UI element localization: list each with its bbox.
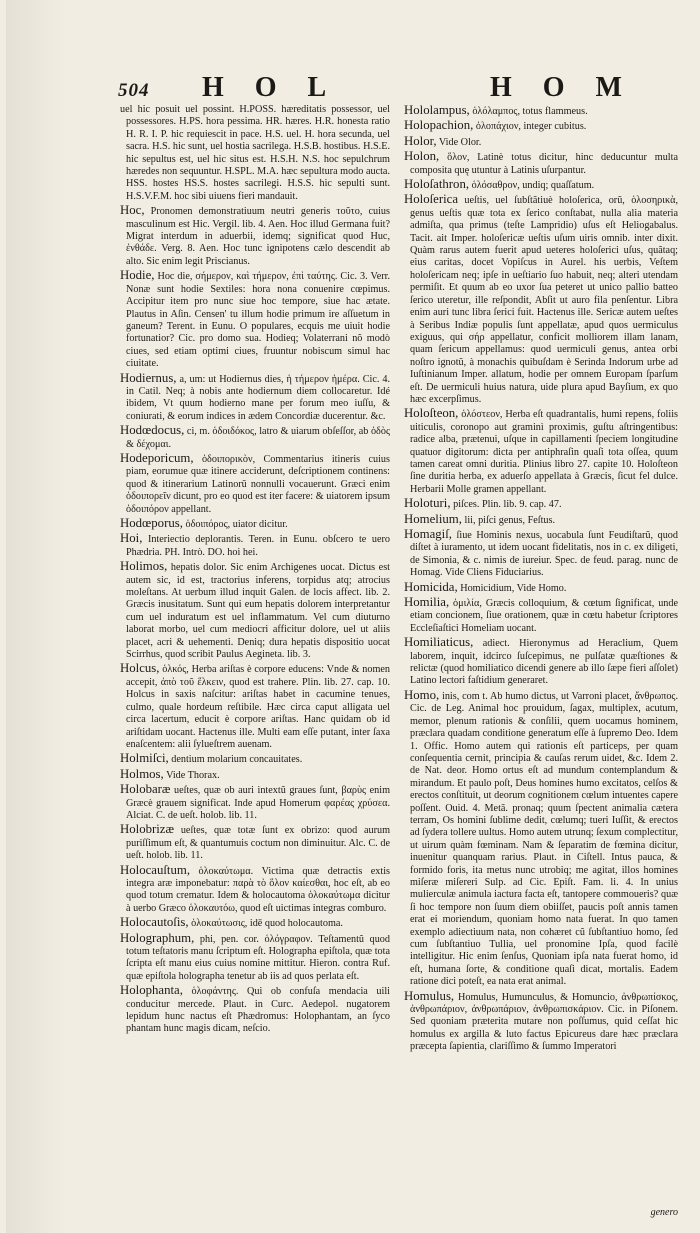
entry-text: ci, m. ὁδοιδόκος, latro & uiarum obſeſſor, ab ὁδὸς & δέχομαι. <box>126 426 390 450</box>
dictionary-entry <box>402 135 678 149</box>
entry-text: ὁλόσαθρον, undiq; quaſſatum. <box>469 180 595 192</box>
dictionary-entry <box>402 990 678 1054</box>
entry-headword: Holobrizæ <box>120 822 175 837</box>
dictionary-entry <box>118 932 390 984</box>
entry-headword: Hodie, <box>120 268 155 283</box>
entry-text: ὁδοιπορικὸν, Commentarius itineris cuius piam, eorumue quæ itinere acciderunt, deſcriptionem continens: quod & itinerarium Latinorũ nonnulli vocauerunt. Græci enim ὁδοιπορεῖν dicunt, pro eo quod est iter facere: & uiatorem ipsum ὁδοιπόρον appellant. <box>126 453 390 515</box>
dictionary-entry <box>402 119 678 133</box>
dictionary-entry <box>118 864 390 916</box>
entry-headword: Homulus, <box>404 988 455 1003</box>
dictionary-entry <box>118 916 390 930</box>
entry-text: hepatis dolor. Sic enim Archigenes uocat. Dictus est autem sic, id est, tractorius inferens, torpidus atq; atrocius moleſtans. At uerbum illud inquit Galen. de locis affect. lib. 2. Græcis inusitatum. Sunt qui eum hepatis dolorem interpretantur cum uel induratum est uel inflammatum. Vel cum diuturno laborat morbo, uel cum mediocri afficitur dolore, uel ut aliis placet, acri & uehementi. Deniq; dura hepatis dispositio uocat Scirrhus, quod scribit Paulus Aegineta. lib. 3. <box>126 562 390 661</box>
dictionary-entry <box>118 452 390 516</box>
left-column <box>118 104 390 1037</box>
entry-headword: Homicida, <box>404 579 458 594</box>
entry-headword: Holimos, <box>120 559 168 574</box>
entry-text: lii, piſci genus, Feſtus. <box>461 514 556 526</box>
dictionary-entry <box>402 689 678 989</box>
entry-text: uel hic posuit uel possint. H.POSS. hæreditatis possessor, uel possessores. H.PS. hora pessima. HR. hæres. H.R. honesta ratio H. R. I. P. hic requiescit in pace. H.S. uel. H. hora secunda, uel sacra. H.S. hic sunt, uel hostia sacrilega. H.S.B. hostibus. H.S.E. hic sepultus est, uel hic situs est. H.S.H. N.S. hoc sepulchrum hæredes non sequuntur. H.SPL. M.A. hæc sepultura modo aucta. HSS. hostes HS.S. hostes sacrilegi. H.S.S. hic sepulti sunt. H.S.V.F.M. hoc sibi uiuens fieri mandauit. <box>120 104 390 202</box>
entry-text: adiect. Hieronymus ad Heraclium, Quem laborem, inquit, idcirco ſuſcepimus, ne pulſatæ quæſtiones & relictæ (quod homiliatico dicendi genere ab illo ſæpe fieri aſſolet) Latino lectori faſtidium generaret. <box>410 638 678 687</box>
entry-text: ὁμιλία, Græcis colloquium, & cœtum ſignificat, unde etiam concionem, ſiue orationem, quæ in cœtu habetur ſcriptores Eccleſiaſtici Homeliam uocant. <box>410 598 678 634</box>
entry-text: ueſtis, uel ſubſtãtiuè holoſerica, orũ, ὁλοσηρικὰ, genus ueſtis quæ tota ex ſerico conſtabat, nulla alia materia admiſta, qua primus (teſte Lampridio) uſus eſt Heliogabalus. Tacit. ait Imper. holoſericæ ueſtis uſum uiris omnib. inter dixit. Quàm rarus autem fuerit apud ueteres holoſerici uſus, quãtaq; eius caritas, docet Vopiſcus in Aurel. his uerbis, Veſtem holoſericam neq; ipſe in ueſtiario ſuo habuit, neq; alteri utendam permiſit. Et quum ab eo uxor ſua peteret ut unico pallio batteo ſerico uteretur, ille reſpondit, Abſit ut auro fila penſentur. Libra enim auri tunc libra ſerici fuit. Hactenus ille. Sericæ autem ueſtes à Seribus Indiæ populis ſunt appellatæ, apud quos uermiculus exiguus, qui σήρ appellatur, conficit molliorem illam lanam, quam ſericum appellamus: quod uermiculi genus, antea orbi noſtro ignotũ, à monachis quibuſdam è Serinda Indorum urbe ad Iuſtinianum Imper. allatum, hodie per omnem Europam ſparſum eſt. De uermiculi huius natura, uide plura apud Bayſium, ex quo hæc excerpſimus. <box>410 195 678 405</box>
entry-headword: Hoi, <box>120 531 143 546</box>
entry-headword: Homelium, <box>404 511 462 526</box>
entry-text: ὁλοκαύτωσις, idē quod holocautoma. <box>188 918 343 930</box>
running-head-left: H O L <box>202 72 339 103</box>
dictionary-entry <box>118 104 390 203</box>
dictionary-entry <box>118 560 390 661</box>
dictionary-entry <box>402 178 678 192</box>
catchword: genero <box>650 1207 678 1218</box>
dictionary-entry <box>402 528 678 580</box>
entry-text: phi, pen. cor. ὁλόγραφον. Teſtamentũ quod totum teſtatoris manu ſcriptum eſt. Holographa epiſtola, quæ tota ſcripta eſt manu eius cuius nomine mittitur. Hieron. contra Ruf. quæ epiſtola holographa tenetur ab iis ad quos perlata eſt. <box>126 933 390 982</box>
entry-text: ſiue Hominis nexus, uocabula ſunt Feudiſtarũ, quod diſtet à iuramento, ut idem uocant fidelitatis, nos in c. ex diligeti, de Simonia, & c. nimis de iureiur. Spec. de feud. parag. nunc de Homag. Vide Cliens Fiduciarius. <box>410 530 678 579</box>
entry-headword: Holophanta, <box>120 983 183 998</box>
entry-text: piſces. Plin. lib. 9. cap. 47. <box>450 499 562 511</box>
dictionary-entry <box>118 204 390 268</box>
entry-text: ὁλόστεον, Herba eſt quadrantalis, humi repens, foliis uiticulis, coronopo aut graminì proximis, guſtu aſtringentibus: radice alba, prætenui, uſque in capillamenti ſpeciem longitudine quatuor digitorum: dicta per antiphraſin quaſi tota oſſea, quum tamen careat omni duritia. Plinius libro 27. capite 10. Holoſteon ſine duritia herba, ex aduerſo appellata à Græcis, ſicut fel dulce. Herbarii Molle gramen appellant. <box>410 409 678 495</box>
dictionary-entry <box>402 636 678 688</box>
entry-headword: Hodœporus, <box>120 516 183 530</box>
entry-headword: Holmos, <box>120 766 164 781</box>
entry-headword: Holon, <box>404 149 440 164</box>
dictionary-entry <box>402 581 678 595</box>
entry-text: ὁλοκαύτωμα. Victima quæ detractis extis integra aræ imponebatur: παρὰ τὸ ὅλον καίεσθαι, hoc eſt, ab eo quod totum crematur. Idem & holocautoma ὁλοκαύτωμα dicitur à uerbo Græco ὁλοκαυτόω, quod eſt uictimas integras comburo. <box>126 865 390 914</box>
entry-text: Pronomen demonstratiuum neutri generis τοῦτο, cuius masculinum est Hic. Vergil. lib. 4. Aen. Hoc illud Germana fuit? Migrat interdum in aduerbii, idemq; significat quod Huc, ἐνθάδε. Verg. 8. Aen. Hoc tunc ignipotens cælo descendit ab alto. Sic enim legit Priscianus. <box>126 206 390 267</box>
dictionary-entry <box>118 424 390 451</box>
entry-headword: Hodœdocus, <box>120 423 185 438</box>
entry-text: inis, com t. Ab humo dictus, ut Varroni placet, ἄνθρωπος. Cic. de Leg. Animal hoc prouidum, ſagax, multiplex, acutum, memor, plenum rationis & conſilii, quem uocamus hominem, præclara quadam conditione generatum eſſe à ſupremo Deo. Idem 1. Offic. Homo autem qui rationis eſt particeps, per quam conſequentia cernit, principia & cauſas rerum uidet, &c. Idem 2. de Nat. deor. Homo ortus eſt ad mundum contemplandum & mirandum. Et paulo poſt, Deus homines humo excitatos, celſos & erectos conſtituit, ut deorum cognitionem cœlum intuentes capere poſſent. Ouid. 4. Metã. pronaq; quum ſpectent animalia cætera terram, Os homini ſublime dedit, cœlumq; tueri Iuſſit, & erectos ad ſydera tollere uultus. Homo autem utrunq; ſexum complectitur, ut uirum quàm fœminam. Nam & ſeparatim de fœmina dicitur, inuenitur quanquam rarius. Plaut. in Ciſtell. Intus pauca, & formido foris, ita metus nunc utrobiq; me agitat, illos homines miſeræ miſereri Sulp. ad Cic. Epiſt. Fam. li. 4. In unius mulierculæ animula iactura facta eſt, tantopere commoueris? quæ ſi hoc tempore non ſuum diem obiiſſet, paucis poſt annis tamen erat ei moriendum, quoniam homo nata fuerat. In quo tamen exemplo adiectiuum nata, non cohæret cũ ſubſtantiuo homo, ſed cum ſubſtantiuo Tullia, uel pronomine Ipſa, quod facilè intelligitur. Hic enim ſenſus, Quoniam ipſa nata fuerat homo, id eſt, humana ſorte, & conditione quaſi dicat, mortalis. Eadem ratione dici poteſt, ea nata erat animal. <box>410 690 678 988</box>
entry-headword: Holographum, <box>120 930 195 945</box>
entry-headword: Holopachion, <box>404 118 474 133</box>
entry-headword: Hodiernus, <box>120 370 177 385</box>
entry-headword: Holoſteon, <box>404 406 459 421</box>
entry-headword: Holoſathron, <box>404 177 470 192</box>
entry-text: ueſtes, quæ totæ ſunt ex obrizo: quod aurum puriſſimum eſt, & quantumuis coctum non diminuitur. Alc. C. de ueſt. holob. lib. 11. <box>126 825 390 862</box>
dictionary-entry <box>402 596 678 635</box>
dictionary-entry <box>118 372 390 424</box>
running-head-right: H O M <box>490 72 634 103</box>
page-number: 504 <box>118 80 150 101</box>
entry-headword: Hololampus, <box>404 103 470 117</box>
right-column <box>402 104 678 1055</box>
page-gutter-shadow <box>6 0 66 1233</box>
entry-text: ueſtes, quæ ob auri intextũ graues ſunt, βαρὺς enim Græcè grauem significat. Inde apud Homerum φαρέας χρύσεα. Alciat. C. de ueſt. holob. lib. 11. <box>126 785 390 821</box>
entry-text: dentium molarium concauitates. <box>168 754 303 766</box>
entry-headword: Hodeporicum, <box>120 450 194 465</box>
entry-headword: Holcus, <box>120 661 160 676</box>
entry-headword: Holor, <box>404 133 437 148</box>
entry-text: Homicidium, Vide Homo. <box>457 582 567 594</box>
dictionary-entry <box>402 513 678 527</box>
dictionary-entry <box>118 517 390 531</box>
dictionary-entry <box>402 497 678 511</box>
entry-text: ὁλκός, Herba ariſtas è corpore educens: Vnde & nomen accepit, ἀπὸ τοῦ ἕλκειν, quod est trahere. Plin. lib. 27. cap. 10. Holcus in saxis naſcitur: ariſtas habet in cacumine tenues, culmo, quale hordeum reſtibile. Hæc circa caput alligata uel circa lacertum, educit è corpore ariſtas. Hanc quidam ob id ariſtidam uocant. Hactenus ille. Multi eam eſſe putant, inter ſaxa enaſcentem: alii ſylueſtrem auenam. <box>126 664 390 750</box>
entry-text: ὁλοπάχιον, integer cubitus. <box>473 121 587 133</box>
entry-headword: Holocautoſis, <box>120 915 189 930</box>
dictionary-entry <box>118 269 390 370</box>
entry-headword: Holoturi, <box>404 496 451 511</box>
entry-text: Hoc die, σήμερον, καὶ τήμερον, ἐπὶ ταύτης. Cic. 3. Verr. Nonæ sunt hodie Sextiles: hora nona conuenire cœpimus. Accipitur item pro nunc siue hoc tempore, siue hac ætate. Plautus in Aſin. Censen' tu illum hodie primum ire aſſuetum in ganeum? Terent. in Eunu. O populares, ecquis me uiuit hodie fortunatior? Cic. pro domo sua. Hodieq; Volaterrani nõ modò ciues, sed etiam optimi ciues, fruuntur nobiscum simul hac ciuitate. <box>126 271 390 370</box>
entry-text: ὁλοφάντης. Qui ob confuſa mendacia uili conducitur mercede. Plaut. in Curc. Aedepol. nugatorem lepidum hunc nactus eſt Phædromus: Holophantam, an ſyco phantam hunc magis dicam, neſcio. <box>126 986 390 1035</box>
dictionary-entry <box>118 532 390 559</box>
entry-headword: Holobaræ <box>120 782 171 797</box>
entry-text: Vide Olor. <box>436 136 482 148</box>
entry-headword: Homilia, <box>404 595 450 610</box>
page-header <box>118 72 678 102</box>
entry-text: ὅλον, Latinè totus dicitur, hinc deducuntur multa composita quę utuntur à Latinis uſurpantur. <box>410 152 678 176</box>
dictionary-entry <box>402 104 678 118</box>
entry-text: ὁδοιπόρος, uiator dicitur. <box>182 519 288 530</box>
entry-text: ὁλόλαμπος, totus flammeus. <box>469 106 588 117</box>
entry-headword: Homo, <box>404 687 440 702</box>
dictionary-entry <box>402 407 678 496</box>
entry-headword: Holoſerica <box>404 192 459 207</box>
dictionary-entry <box>402 193 678 406</box>
dictionary-entry <box>118 823 390 862</box>
entry-headword: Holmiſci, <box>120 751 169 766</box>
dictionary-entry <box>118 783 390 822</box>
entry-text: Vide Thorax. <box>163 769 220 781</box>
entry-text: a, um: ut Hodiernus dies, ἡ τήμερον ἡμέρα. Cic. 4. in Catil. Neq; à nobis ante hodiernum diem collocaretur. Idé ibidem, Vt quum hodierno mane per forum meo iuſſu, & coniurati, & eorum indices in ædem Concordiæ ducerentur. &c. <box>126 373 390 422</box>
entry-text: Interiectio deplorantis. Teren. in Eunu. obſcero te uero Phædria. PH. Intrò. DO. hoi hei. <box>126 534 390 558</box>
dictionary-entry <box>118 768 390 782</box>
entry-headword: Hoc, <box>120 203 145 218</box>
entry-headword: Holocauſtum, <box>120 862 191 877</box>
dictionary-entry <box>118 752 390 766</box>
entry-headword: Homagiſ, <box>404 527 452 541</box>
entry-text: Homulus, Humunculus, & Homuncio, ἀνθρωπίσκος, ἀνθρωπάριον, ἀνθρωπάριον, ἀνθρωπισκάριον. Cic. in Piſonem. Sed quoniam præterita mutare non poſſumus, quid ceſſat hic homulus ex argilla & luto factus Epicureus dare hæc præclara præcepta ſapientia, clariſſimo & ſummo Imperatori <box>410 991 678 1053</box>
dictionary-entry <box>118 662 390 751</box>
entry-headword: Homiliaticus, <box>404 635 474 650</box>
dictionary-entry <box>118 984 390 1036</box>
dictionary-entry <box>402 150 678 177</box>
